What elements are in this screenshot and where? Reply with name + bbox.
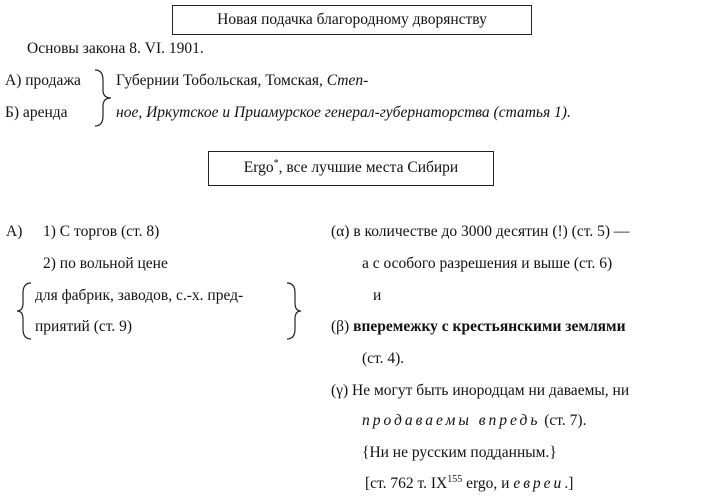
gamma-spaced-jews: евреи bbox=[513, 475, 565, 492]
left-open-brace bbox=[15, 281, 35, 341]
conjunction-and: и bbox=[373, 287, 382, 304]
regions-line-1-plain: Губернии Тобольская, Томская, bbox=[116, 72, 327, 89]
gamma-footnote-155: 155 bbox=[447, 474, 463, 485]
regions-line-1-italic: Степ- bbox=[326, 72, 369, 89]
regions-line-1 bbox=[116, 72, 368, 90]
sale-label: А) продажа bbox=[5, 72, 81, 89]
gamma-line-4-mid: ergo, и bbox=[462, 475, 514, 492]
right-brace-top bbox=[93, 68, 115, 128]
left-marker: А) bbox=[6, 223, 23, 240]
ergo-before: Ergo bbox=[243, 159, 274, 176]
left-brace-line-1: для фабрик, заводов, с.-х. пред- bbox=[35, 287, 244, 304]
gamma-line-4-end: .] bbox=[564, 475, 574, 492]
left-item-1: 1) С торгов (ст. 8) bbox=[43, 223, 160, 240]
gamma-spaced-text: продаваемы впредь bbox=[362, 412, 541, 429]
gamma-line-4 bbox=[365, 475, 573, 493]
title-box bbox=[172, 5, 532, 35]
left-close-brace bbox=[283, 281, 303, 341]
alpha-line-1: (α) в количестве до 3000 десятин (!) (ст. 5) — bbox=[331, 223, 630, 240]
beta-bold: вперемежку с крестьянскими землями bbox=[353, 318, 626, 335]
alpha-line-2: а с особого разрешения и выше (ст. 6) bbox=[362, 255, 613, 272]
law-line: Основы закона 8. VI. 1901. bbox=[27, 40, 204, 57]
lease-label: Б) аренда bbox=[5, 104, 68, 121]
gamma-line-1: (γ) Не могут быть инородцам ни даваемы, ни bbox=[331, 382, 630, 399]
title-text: Новая подачка благородному дворянству bbox=[217, 11, 487, 28]
beta-line-2: (ст. 4). bbox=[362, 350, 405, 367]
ergo-after: , все лучшие места Сибири bbox=[278, 159, 459, 176]
gamma-line-2 bbox=[362, 412, 586, 430]
beta-line-1 bbox=[331, 318, 626, 336]
ergo-footnote-star: * bbox=[273, 158, 279, 169]
ergo-box bbox=[208, 151, 494, 186]
left-brace-line-2: приятий (ст. 9) bbox=[35, 318, 133, 335]
beta-prefix: (β) bbox=[331, 318, 354, 335]
regions-line-2: ное, Иркутское и Приамурское генерал-губернаторства (статья 1). bbox=[116, 104, 571, 121]
gamma-line-2-rest: (ст. 7). bbox=[540, 412, 587, 429]
left-item-2: 2) по вольной цене bbox=[43, 255, 168, 272]
gamma-line-3: {Ни не русским подданным.} bbox=[362, 444, 557, 461]
gamma-line-4-start: [ст. 762 т. IX bbox=[365, 475, 448, 492]
